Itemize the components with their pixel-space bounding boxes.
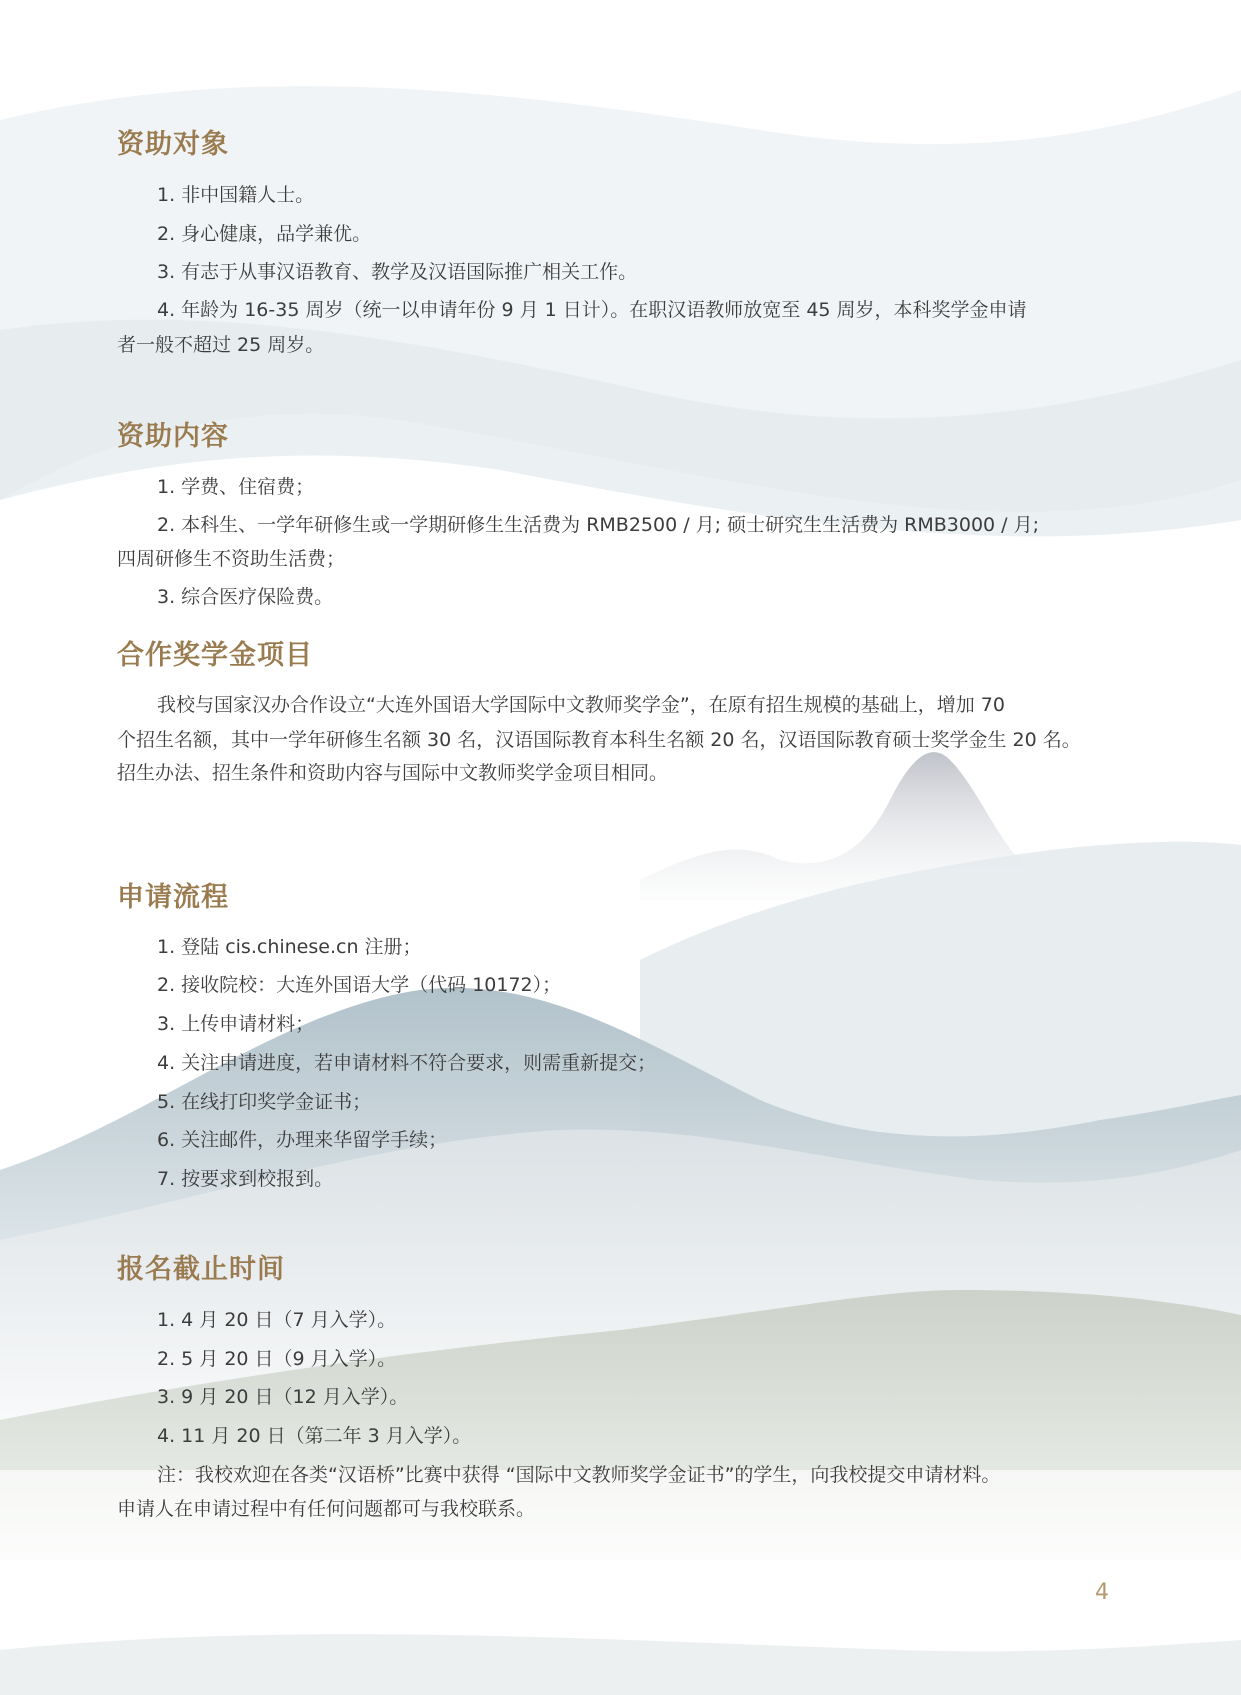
deadline-note-line-2: 申请人在申请过程中有任何问题都可与我校联系。 (117, 1498, 536, 1520)
deadline-item-2: 2. 5 月 20 日（9 月入学）。 (157, 1348, 397, 1370)
deadline-item-3: 3. 9 月 20 日（12 月入学）。 (157, 1386, 409, 1408)
page-number: 4 (1095, 1580, 1109, 1605)
heading-coverage: 资助内容 (117, 421, 229, 452)
heading-eligibility: 资助对象 (117, 129, 229, 160)
partner-paragraph-line-1: 我校与国家汉办合作设立“大连外国语大学国际中文教师奖学金”，在原有招生规模的基础上，增加 70 (157, 694, 1005, 716)
process-step-1: 1. 登陆 cis.chinese.cn 注册； (157, 936, 422, 958)
deadline-item-1: 1. 4 月 20 日（7 月入学）。 (157, 1309, 397, 1331)
process-step-7: 7. 按要求到校报到。 (157, 1168, 334, 1190)
partner-paragraph-line-2: 个招生名额，其中一学年研修生名额 30 名，汉语国际教育本科生名额 20 名，汉语国际教育硕士奖学金生 20 名。 (117, 729, 1081, 751)
process-step-4: 4. 关注申请进度，若申请材料不符合要求，则需重新提交； (157, 1052, 657, 1074)
process-step-3: 3. 上传申请材料； (157, 1013, 315, 1035)
process-step-5: 5. 在线打印奖学金证书； (157, 1091, 372, 1113)
coverage-item-3: 3. 综合医疗保险费。 (157, 586, 334, 608)
deadline-note-line-1: 注：我校欢迎在各类“汉语桥”比赛中获得 “国际中文教师奖学金证书”的学生，向我校提交申请材料。 (157, 1464, 1001, 1486)
coverage-item-2-line-1: 2. 本科生、一学年研修生或一学期研修生生活费为 RMB2500 / 月; 硕士研究生生活费为 RMB3000 / 月; (157, 514, 1040, 536)
eligibility-item-4-line-2: 者一般不超过 25 周岁。 (117, 334, 325, 356)
eligibility-item-3: 3. 有志于从事汉语教育、教学及汉语国际推广相关工作。 (157, 261, 638, 283)
eligibility-item-2: 2. 身心健康，品学兼优。 (157, 223, 372, 245)
eligibility-item-1: 1. 非中国籍人士。 (157, 184, 315, 206)
eligibility-item-4-line-1: 4. 年龄为 16-35 周岁（统一以申请年份 9 月 1 日计）。在职汉语教师放宽至 45 周岁，本科奖学金申请 (157, 299, 1027, 321)
heading-application-process: 申请流程 (117, 882, 229, 913)
process-step-6: 6. 关注邮件，办理来华留学手续； (157, 1129, 448, 1151)
heading-deadline: 报名截止时间 (117, 1254, 285, 1285)
deadline-item-4: 4. 11 月 20 日（第二年 3 月入学）。 (157, 1425, 472, 1447)
coverage-item-1: 1. 学费、住宿费； (157, 476, 315, 498)
coverage-item-2-line-2: 四周研修生不资助生活费； (117, 548, 346, 570)
process-step-2: 2. 接收院校：大连外国语大学（代码 10172）； (157, 974, 562, 996)
heading-partner-scholarship: 合作奖学金项目 (117, 640, 313, 671)
partner-paragraph-line-3: 招生办法、招生条件和资助内容与国际中文教师奖学金项目相同。 (117, 762, 669, 784)
